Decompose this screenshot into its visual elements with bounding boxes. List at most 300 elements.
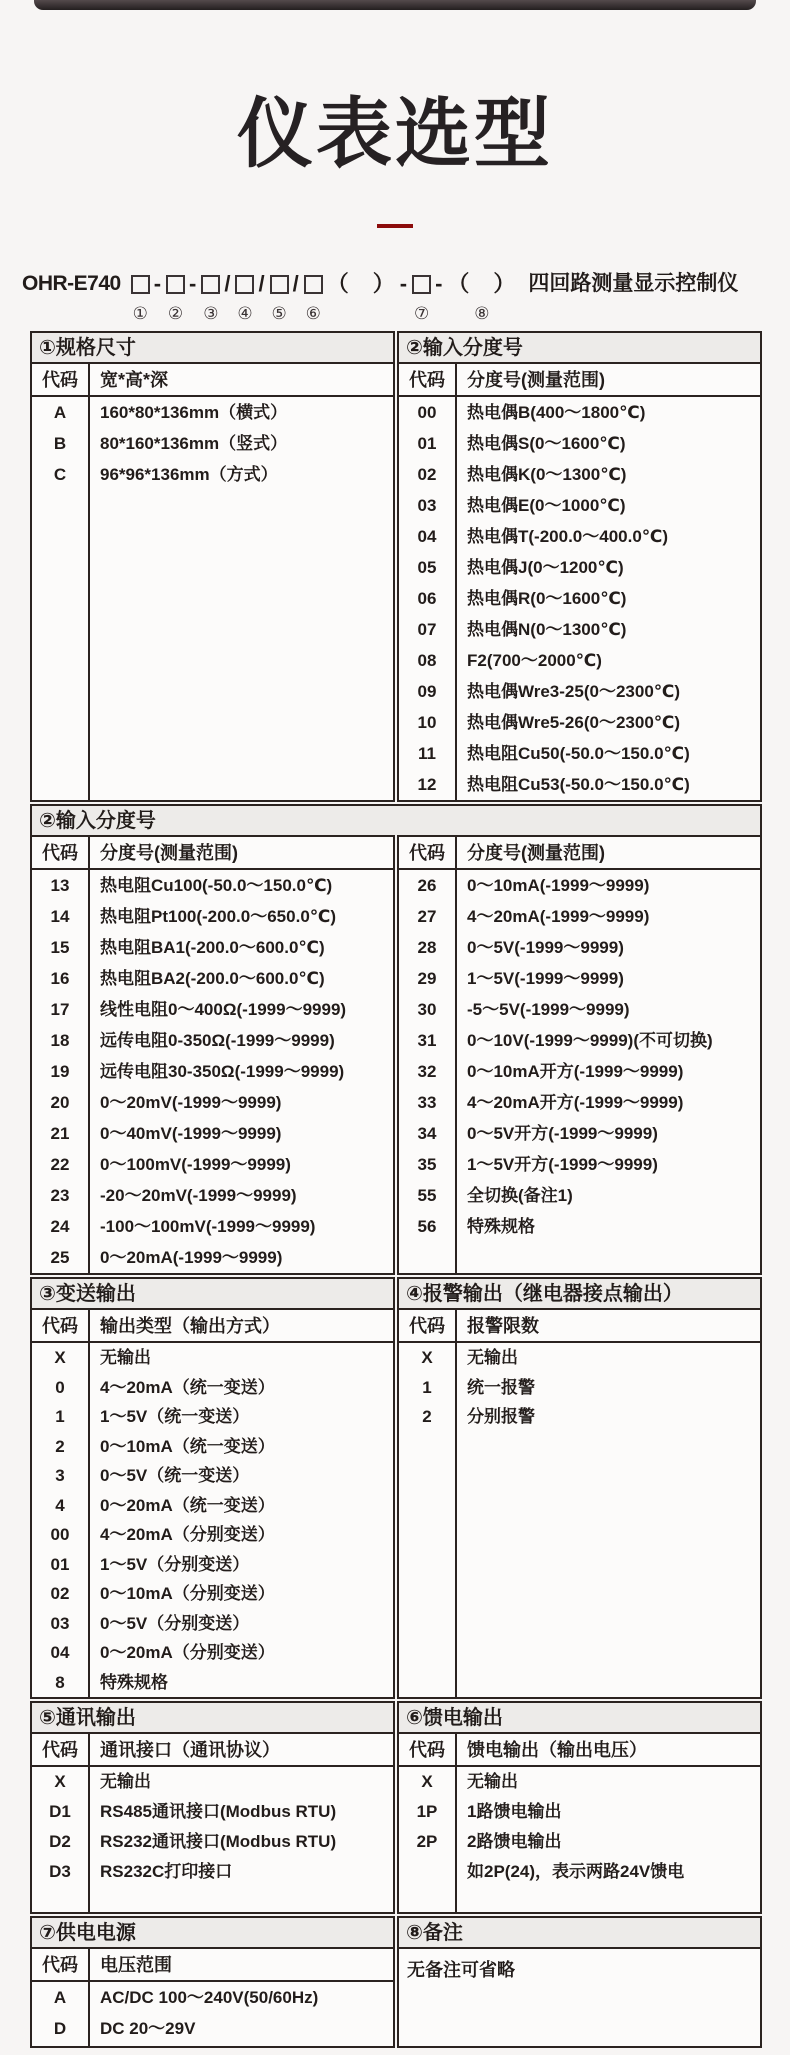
desc-cell: 热电偶J(0～1200℃)	[467, 558, 624, 577]
desc-cell: 96*96*136mm（方式）	[100, 465, 278, 484]
section-title: ①规格尺寸	[32, 333, 393, 364]
desc-cell: DC 20～29V	[100, 2019, 196, 2038]
desc-cell: -20～20mV(-1999～9999)	[100, 1186, 297, 1205]
desc-cell: 1～5V（统一变送）	[100, 1407, 250, 1426]
desc-cell: 热电偶K(0～1300℃)	[467, 465, 627, 484]
model-code-separator	[400, 272, 408, 322]
column-header-row	[32, 1949, 393, 1982]
table-row	[32, 994, 393, 1025]
code-cell: 07	[399, 614, 457, 645]
table-row	[32, 870, 393, 901]
table-row	[399, 994, 760, 1025]
code-cell: 4	[32, 1491, 90, 1521]
separator-glyph: /	[224, 271, 232, 296]
desc-cell: 如2P(24)，表示两路24V馈电	[467, 1862, 685, 1881]
code-cell: 35	[399, 1149, 457, 1180]
table-row	[32, 1767, 393, 1797]
code-cell: 0	[32, 1373, 90, 1403]
code-cell: D2	[32, 1827, 90, 1857]
code-cell: A	[32, 1982, 90, 2013]
desc-cell: 0～20mA（统一变送）	[100, 1495, 275, 1515]
rows-filler	[399, 1432, 760, 1698]
table-row	[32, 1982, 393, 2013]
desc-cell: 分别报警	[467, 1407, 535, 1426]
code-cell: 00	[32, 1520, 90, 1550]
desc-cell: 0～10mA开方(-1999～9999)	[467, 1062, 684, 1081]
section-title: ⑧备注	[399, 1918, 760, 1949]
position-number	[294, 302, 299, 322]
code-cell: 26	[399, 870, 457, 901]
code-column-header: 代码	[399, 837, 457, 868]
separator-glyph: /	[292, 271, 300, 296]
desc-cell: 0～10V(-1999～9999)(不可切换)	[467, 1031, 713, 1050]
code-column-filler	[399, 1242, 457, 1273]
section-panel	[397, 1701, 762, 1914]
table-row	[32, 1118, 393, 1149]
code-cell: 24	[32, 1211, 90, 1242]
position-number: ⑦	[413, 304, 430, 323]
code-cell: D1	[32, 1797, 90, 1827]
model-code-separator	[258, 272, 265, 322]
desc-cell: 0～20mA（分别变送）	[100, 1643, 275, 1662]
column-header-row	[32, 1310, 393, 1343]
table-row	[399, 1373, 760, 1403]
table-row	[399, 769, 760, 800]
code-box-glyph	[270, 272, 289, 296]
empty-code-box	[131, 275, 150, 294]
position-number: ④	[237, 304, 253, 323]
desc-cell: 0～5V（统一变送）	[100, 1466, 250, 1485]
desc-cell: 0～40mV(-1999～9999)	[100, 1124, 282, 1143]
position-number	[191, 302, 196, 322]
red-divider	[377, 224, 413, 228]
desc-cell: 热电阻Cu100(-50.0～150.0℃)	[100, 876, 333, 895]
separator-glyph: （ ）	[447, 271, 517, 296]
table-row	[399, 490, 760, 521]
table-row	[32, 1638, 393, 1668]
code-column-filler	[399, 1432, 457, 1698]
separator-glyph: -	[153, 271, 163, 296]
code-cell: 56	[399, 1211, 457, 1242]
code-cell: 05	[399, 552, 457, 583]
column-header-row	[32, 364, 393, 397]
column-header-row	[32, 837, 393, 870]
desc-cell: 热电偶Wre5-26(0～2300℃)	[467, 713, 681, 732]
table-row	[32, 1491, 393, 1521]
desc-cell: 2路馈电输出	[467, 1832, 562, 1851]
section-title: ②输入分度号	[399, 333, 760, 364]
code-cell: D	[32, 2013, 90, 2044]
model-code-separator	[189, 272, 197, 322]
desc-cell: 特殊规格	[100, 1672, 168, 1692]
code-cell: 21	[32, 1118, 90, 1149]
table-row	[32, 1827, 393, 1857]
table-row	[399, 614, 760, 645]
desc-cell: -100～100mV(-1999～9999)	[100, 1217, 316, 1236]
table-row	[32, 1668, 393, 1698]
model-code-box-slot	[270, 272, 289, 322]
code-cell: 8	[32, 1668, 90, 1698]
table-row	[32, 1343, 393, 1373]
desc-column-header: 电压范围	[100, 1955, 172, 1975]
desc-cell: 80*160*136mm（竖式）	[100, 434, 288, 453]
desc-cell: 4～20mA（分别变送）	[100, 1525, 275, 1544]
separator-glyph: -	[435, 271, 444, 296]
table-row	[399, 1857, 760, 1887]
code-cell: C	[32, 459, 90, 490]
model-code-box-slot	[235, 272, 254, 322]
position-number	[226, 302, 231, 322]
code-cell: 12	[399, 769, 457, 800]
column-header-row	[399, 1734, 760, 1767]
code-cell: 10	[399, 707, 457, 738]
desc-cell: 0～5V(-1999～9999)	[467, 938, 624, 957]
section-panel	[30, 331, 395, 802]
code-column-filler	[32, 490, 90, 800]
code-cell: 13	[32, 870, 90, 901]
code-column-filler	[32, 1887, 90, 1912]
section-panel	[397, 331, 762, 802]
desc-cell: 0～20mA(-1999～9999)	[100, 1248, 283, 1267]
rows-area	[32, 1982, 393, 2046]
desc-cell: 统一报警	[467, 1377, 535, 1397]
rows-area	[32, 397, 393, 800]
table-row	[399, 645, 760, 676]
code-box-glyph	[166, 272, 185, 296]
desc-cell: 1～5V（分别变送）	[100, 1554, 250, 1574]
desc-cell: 0～10mA（分别变送）	[100, 1584, 275, 1603]
table-row	[399, 1149, 760, 1180]
table-row	[32, 428, 393, 459]
table-block	[30, 1701, 762, 1914]
model-prefix: OHR-E740	[22, 272, 121, 295]
position-number	[402, 302, 407, 322]
section-panel	[30, 835, 395, 1275]
desc-cell: 4～20mA开方(-1999～9999)	[467, 1093, 684, 1112]
table-row	[32, 1373, 393, 1403]
code-cell: 03	[32, 1609, 90, 1639]
separator-glyph: -	[399, 271, 409, 296]
desc-cell: 0～10mA（统一变送）	[100, 1436, 275, 1456]
model-code-separator	[293, 272, 300, 322]
code-box-glyph	[235, 272, 254, 296]
code-column-filler	[32, 2044, 90, 2046]
code-cell: 18	[32, 1025, 90, 1056]
table-row	[32, 1797, 393, 1827]
code-box-glyph	[201, 272, 220, 296]
code-cell: 55	[399, 1180, 457, 1211]
model-code-box-slot	[412, 272, 431, 322]
desc-column-header: 分度号(测量范围)	[100, 843, 238, 863]
rows-area	[32, 1767, 393, 1912]
table-row	[32, 397, 393, 428]
section-title: ③变送输出	[32, 1279, 393, 1310]
empty-code-box	[270, 275, 289, 294]
table-row	[399, 1211, 760, 1242]
desc-column-header: 宽*高*深	[100, 370, 169, 390]
section-band-title: ②输入分度号	[30, 804, 762, 835]
table-row	[32, 1180, 393, 1211]
code-cell: 2	[32, 1432, 90, 1462]
note-text: 无备注可省略	[407, 1960, 515, 1980]
desc-cell: 0～5V开方(-1999～9999)	[467, 1124, 658, 1143]
code-cell: 17	[32, 994, 90, 1025]
code-cell: 32	[399, 1056, 457, 1087]
code-column-header: 代码	[399, 1310, 457, 1341]
code-cell: A	[32, 397, 90, 428]
panel-pair	[30, 1916, 762, 2048]
code-cell: 22	[32, 1149, 90, 1180]
code-cell: 2P	[399, 1827, 457, 1857]
code-column-header: 代码	[32, 1949, 90, 1980]
table-row	[32, 1432, 393, 1462]
code-cell	[399, 1857, 457, 1887]
table-row	[32, 1211, 393, 1242]
desc-cell: 热电阻BA1(-200.0～600.0℃)	[100, 938, 325, 957]
desc-column-header: 报警限数	[467, 1316, 539, 1336]
empty-code-box	[304, 275, 323, 294]
desc-cell: F2(700～2000℃)	[467, 651, 602, 670]
code-cell: 20	[32, 1087, 90, 1118]
code-box-glyph	[131, 272, 150, 296]
code-cell: 31	[399, 1025, 457, 1056]
desc-cell: 160*80*136mm（横式）	[100, 403, 288, 422]
desc-cell: AC/DC 100～240V(50/60Hz)	[100, 1988, 319, 2007]
position-number	[437, 302, 442, 322]
code-cell: 2	[399, 1402, 457, 1432]
table-row	[399, 707, 760, 738]
model-code-box-slot	[304, 272, 323, 322]
column-header-row	[399, 1310, 760, 1343]
position-number: ②	[167, 304, 184, 323]
section-panel	[397, 1916, 762, 2048]
section-panel	[30, 1916, 395, 2048]
position-number: ⑥	[305, 304, 321, 323]
table-row	[399, 932, 760, 963]
position-number: ③	[203, 304, 219, 323]
code-column-header: 代码	[32, 364, 90, 395]
table-row	[399, 1827, 760, 1857]
code-cell: 02	[32, 1579, 90, 1609]
code-cell: 1	[32, 1402, 90, 1432]
separator-glyph: （ ）	[326, 271, 396, 296]
desc-cell: 0～5V（分别变送）	[100, 1613, 250, 1633]
table-row	[32, 1149, 393, 1180]
section-title: ⑦供电电源	[32, 1918, 393, 1949]
position-number: ①	[132, 304, 148, 323]
table-row	[32, 1857, 393, 1887]
desc-cell: 热电阻Pt100(-200.0～650.0℃)	[100, 907, 337, 926]
code-cell: 29	[399, 963, 457, 994]
table-row	[399, 1180, 760, 1211]
rows-filler	[32, 1887, 393, 1912]
table-row	[32, 1242, 393, 1273]
code-column-header: 代码	[399, 1734, 457, 1765]
section-title: ⑤通讯输出	[32, 1703, 393, 1734]
table-row	[399, 583, 760, 614]
code-cell: 16	[32, 963, 90, 994]
position-number	[359, 302, 364, 322]
code-cell: 01	[399, 428, 457, 459]
desc-cell: 热电偶S(0～1600℃)	[467, 434, 626, 453]
table-row	[399, 397, 760, 428]
code-column-header: 代码	[32, 1310, 90, 1341]
table-row	[399, 963, 760, 994]
desc-cell: 特殊规格	[467, 1217, 535, 1236]
rows-area	[399, 1343, 760, 1697]
desc-cell: 热电阻Cu53(-50.0～150.0℃)	[467, 775, 690, 794]
table-row	[32, 1402, 393, 1432]
section-panel	[397, 835, 762, 1275]
rows-area	[399, 1767, 760, 1912]
separator-glyph: /	[258, 271, 266, 296]
table-row	[399, 1056, 760, 1087]
code-cell: 1P	[399, 1797, 457, 1827]
code-cell: 04	[399, 521, 457, 552]
table-row	[32, 1609, 393, 1639]
model-suffix: 四回路测量显示控制仪	[528, 272, 739, 295]
code-column-header: 代码	[399, 364, 457, 395]
desc-column-header: 馈电输出（输出电压）	[467, 1740, 647, 1760]
code-cell: 01	[32, 1550, 90, 1580]
table-row	[399, 870, 760, 901]
code-box-glyph	[304, 272, 323, 296]
position-number	[156, 302, 161, 322]
panel-pair	[30, 331, 762, 802]
code-cell: 19	[32, 1056, 90, 1087]
table-block	[30, 331, 762, 802]
table-row	[399, 1343, 760, 1373]
desc-cell: 线性电阻0～400Ω(-1999～9999)	[100, 1000, 347, 1019]
section-panel	[30, 1277, 395, 1699]
code-cell: 06	[399, 583, 457, 614]
desc-cell: RS232通讯接口(Modbus RTU)	[100, 1832, 337, 1851]
table-row	[32, 1087, 393, 1118]
code-cell: 08	[399, 645, 457, 676]
table-row	[32, 2013, 393, 2044]
desc-cell: 无输出	[467, 1772, 518, 1791]
table-row	[399, 1025, 760, 1056]
section-panel	[397, 1277, 762, 1699]
code-cell: 30	[399, 994, 457, 1025]
column-header-row	[399, 364, 760, 397]
model-code-box-slot	[131, 272, 150, 322]
desc-cell: 1～5V(-1999～9999)	[467, 969, 624, 988]
desc-cell: 0～100mV(-1999～9999)	[100, 1155, 291, 1174]
desc-cell: 热电偶B(400～1800℃)	[467, 403, 646, 422]
table-row	[32, 1056, 393, 1087]
code-cell: B	[32, 428, 90, 459]
desc-cell: 0～10mA(-1999～9999)	[467, 876, 650, 895]
desc-cell: RS485通讯接口(Modbus RTU)	[100, 1802, 337, 1821]
code-cell: 27	[399, 901, 457, 932]
model-code-tokens	[129, 272, 519, 322]
section-title: ⑥馈电输出	[399, 1703, 760, 1734]
section-panel	[30, 1701, 395, 1914]
code-cell: 14	[32, 901, 90, 932]
code-cell: 04	[32, 1638, 90, 1668]
table-row	[399, 1087, 760, 1118]
table-row	[399, 1797, 760, 1827]
model-code-separator	[224, 272, 231, 322]
table-row	[399, 521, 760, 552]
table-row	[32, 901, 393, 932]
table-row	[32, 459, 393, 490]
column-header-row	[399, 837, 760, 870]
panel-pair	[30, 835, 762, 1275]
desc-cell: 热电偶N(0～1300℃)	[467, 620, 627, 639]
code-column-filler	[399, 1887, 457, 1912]
model-code-box-slot	[201, 272, 220, 322]
table-row	[32, 932, 393, 963]
empty-code-box	[166, 275, 185, 294]
column-header-row	[32, 1734, 393, 1767]
desc-cell: -5～5V(-1999～9999)	[467, 1000, 630, 1019]
desc-cell: 4～20mA(-1999～9999)	[467, 907, 650, 926]
panel-pair	[30, 1277, 762, 1699]
rows-area	[32, 1343, 393, 1697]
table-row	[32, 1025, 393, 1056]
desc-cell: 1路馈电输出	[467, 1802, 562, 1821]
desc-cell: 热电阻Cu50(-50.0～150.0℃)	[467, 744, 690, 763]
desc-cell: 无输出	[100, 1772, 151, 1791]
table-row	[399, 459, 760, 490]
desc-cell: 1～5V开方(-1999～9999)	[467, 1155, 658, 1174]
desc-cell: RS232C打印接口	[100, 1862, 233, 1881]
position-number: ⑧	[474, 304, 490, 323]
desc-column-header: 分度号(测量范围)	[467, 843, 605, 863]
desc-cell: 4～20mA（统一变送）	[100, 1377, 275, 1397]
desc-column-header: 分度号(测量范围)	[467, 370, 605, 390]
desc-cell: 热电偶R(0～1600℃)	[467, 589, 627, 608]
position-number: ⑤	[271, 304, 287, 323]
code-box-glyph	[412, 272, 431, 296]
code-cell: X	[32, 1767, 90, 1797]
code-cell: 03	[399, 490, 457, 521]
desc-cell: 远传电阻0-350Ω(-1999～9999)	[100, 1031, 335, 1050]
position-number	[260, 302, 265, 322]
empty-code-box	[412, 275, 431, 294]
code-cell: 3	[32, 1461, 90, 1491]
code-cell: 25	[32, 1242, 90, 1273]
desc-cell: 远传电阻30-350Ω(-1999～9999)	[100, 1062, 345, 1081]
desc-cell: 热电偶E(0～1000℃)	[467, 496, 626, 515]
code-cell: 11	[399, 738, 457, 769]
code-cell: 00	[399, 397, 457, 428]
code-cell: X	[32, 1343, 90, 1373]
panel-pair	[30, 1701, 762, 1914]
table-row	[32, 963, 393, 994]
code-cell: D3	[32, 1857, 90, 1887]
empty-code-box	[201, 275, 220, 294]
table-row	[399, 901, 760, 932]
code-cell: 23	[32, 1180, 90, 1211]
empty-code-box	[235, 275, 254, 294]
table-row	[399, 428, 760, 459]
desc-cell: 热电阻BA2(-200.0～600.0℃)	[100, 969, 325, 988]
separator-glyph: -	[189, 271, 198, 296]
model-code-line	[22, 272, 790, 322]
desc-cell: 0～20mV(-1999～9999)	[100, 1093, 282, 1112]
table-block	[30, 804, 762, 1275]
table-block	[30, 1916, 762, 2048]
page-title: 仪表选型	[237, 92, 553, 177]
desc-cell: 无输出	[467, 1348, 518, 1367]
rows-area	[399, 870, 760, 1273]
table-row	[32, 1520, 393, 1550]
rows-area	[32, 870, 393, 1273]
model-code-separator	[327, 272, 396, 322]
